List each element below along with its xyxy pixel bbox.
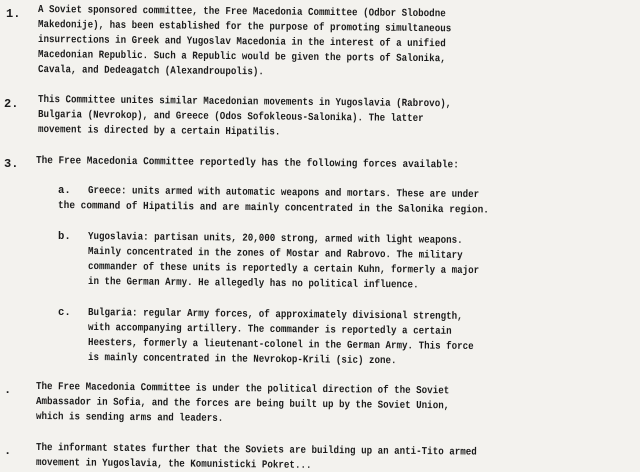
text-line: This Committee unites similar Macedonian movements in Yugoslavia (Rabrovo), xyxy=(37,94,452,111)
text-line: Mainly concentrated in the zones of Mostar and Rabrovo. The military xyxy=(87,246,463,262)
subitem-letter: b. xyxy=(58,231,71,243)
paragraph-number: 3. xyxy=(4,157,19,171)
text-line: Bulgaria: regular Army forces, of approximately divisional strength, xyxy=(87,307,463,323)
subitem-letter: a. xyxy=(58,185,71,197)
text-line: is mainly concentrated in the Nevrokop-Krili (sic) zone. xyxy=(87,352,397,368)
text-line: Makedonije), has been established for the purpose of promoting simultaneous xyxy=(37,19,452,36)
text-line: The Free Macedonia Committee reportedly has the following forces available: xyxy=(35,155,459,172)
text-line: Heesters, formerly a lieutenant-colonel in the German Army. This force xyxy=(87,337,474,354)
text-line: Macedonian Republic. Such a Republic would be given the ports of Salonika, xyxy=(37,49,446,66)
subitem-letter: c. xyxy=(58,307,71,319)
text-line: Greece: units armed with automatic weapons and mortars. These are under xyxy=(87,185,480,202)
text-line: Yugoslavia: partisan units, 20,000 strong, armed with light weapons. xyxy=(87,231,463,247)
text-line: Ambassador in Sofia, and the forces are being built up by the Soviet Union, xyxy=(35,396,450,413)
text-line: which is sending arms and leaders. xyxy=(35,411,224,425)
paragraph-number: 2. xyxy=(4,97,19,111)
text-line: movement is directed by a certain Hipatilis. xyxy=(37,124,281,139)
text-line: insurrections in Greek and Yugoslav Macedonia in the interest of a unified xyxy=(37,34,446,51)
text-line: commander of these units is reportedly a certain Kuhn, formerly a major xyxy=(87,261,480,278)
text-line: the command of Hipatilis and are mainly concentrated in the Salonika region. xyxy=(57,200,489,217)
text-line: A Soviet sponsored committee, the Free Macedonia Committee (Odbor Slobodne xyxy=(37,4,446,21)
text-line: The informant states further that the Soviets are building up an anti-Tito armed xyxy=(35,442,477,459)
text-line: with accompanying artillery. The commander is reportedly a certain xyxy=(87,322,452,338)
text-line: Bulgaria (Nevrokop), and Greece (Odos Sofokleous-Salonika). The latter xyxy=(37,109,424,126)
text-line: Cavala, and Dedeagatch (Alexandroupolis). xyxy=(37,64,264,79)
text-line: The Free Macedonia Committee is under the political direction of the Soviet xyxy=(35,381,450,398)
paragraph-number: 1. xyxy=(6,7,21,21)
paragraph-number: . xyxy=(4,383,12,397)
paragraph-number: . xyxy=(4,444,12,458)
text-line: movement in Yugoslavia, the Komunisticki Pokret... xyxy=(35,457,312,472)
text-line: in the German Army. He allegedly has no political influence. xyxy=(87,276,419,292)
